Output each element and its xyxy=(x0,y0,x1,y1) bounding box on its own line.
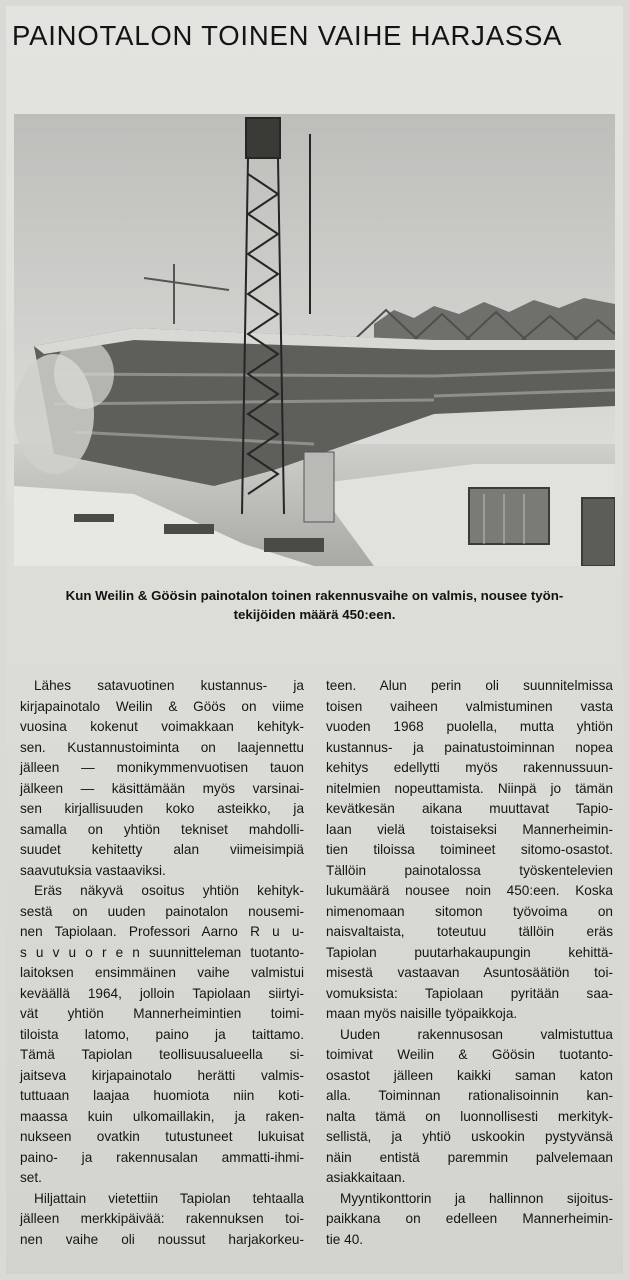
body-text-line: jälkeen — käsittämään myös varsinai- xyxy=(20,780,304,796)
body-text-line: kirjapainotalo Weilin & Göös on viime xyxy=(20,698,304,714)
body-text-line: sestä on uuden painotalon nousemi- xyxy=(20,903,304,919)
body-text-line: nukseen ovatkin tutustuneet lukuisat xyxy=(20,1129,304,1144)
article-column-right xyxy=(326,676,613,1250)
body-text-line: maan myös naisille työpaikkoja. xyxy=(326,1006,518,1021)
body-text-line: suudet kehitetty alan viimeisimpiä xyxy=(20,842,304,857)
body-text-line: Tapiolan puutarhakaupungin kehittä- xyxy=(326,944,613,960)
body-text-line: jälleen — monikymmenvuotisen tauon xyxy=(20,760,304,775)
body-text-line: nalta tämä on luonnollisesti merkityk- xyxy=(326,1108,613,1124)
body-text-line: toisen vaiheen valmistuminen vasta xyxy=(326,698,613,714)
body-text-line: nen vaihe oli noussut harjakorkeu- xyxy=(20,1231,304,1247)
body-text-line: lukumäärä nousee noin 450:een. Koska xyxy=(326,883,613,898)
construction-photo xyxy=(14,114,615,566)
body-text-line: asiakkaitaan. xyxy=(326,1170,406,1185)
body-text-line: samalla on yhtiön tekniset mahdolli- xyxy=(20,821,304,837)
body-text-line: Lähes satavuotinen kustannus- ja xyxy=(34,678,304,693)
body-text-line: vuosina kokenut voimakkaan kehityk- xyxy=(20,719,304,734)
body-text-line: keväällä 1964, jolloin Tapiolaan siirtyi- xyxy=(20,985,304,1001)
body-text-line: laan vielä toistaiseksi Mannerheimin- xyxy=(326,821,613,837)
body-text-line: sellistä, ja yhtiö uskookin pystyvänsä xyxy=(326,1129,613,1144)
body-text-line: kustannus- ja painatustoiminnan nopea xyxy=(326,739,613,755)
body-text-line: kehitys edellytti myös rakennussuun- xyxy=(326,760,613,775)
body-text-line: Myyntikonttorin ja hallinnon sijoitus- xyxy=(340,1190,613,1206)
body-text-line: s u v u o r e n suunnitteleman tuotanto- xyxy=(20,944,304,960)
caption-line: tekijöiden määrä 450:een. xyxy=(233,607,396,622)
body-text-line: laitoksen ensimmäinen vaihe valmistui xyxy=(20,965,304,980)
body-text-line: vät yhtiön Mannerheimintien toimi- xyxy=(20,1006,304,1021)
body-text-line: alla. Toiminnan rationalisoinnin kan- xyxy=(326,1088,613,1103)
body-text-line: nimenomaan sitomon työvoima on xyxy=(326,903,613,919)
body-text-line: vomuksista: Tapiolaan pyritään saa- xyxy=(326,985,613,1001)
body-text-line: saavutuksia vastaaviksi. xyxy=(20,862,166,878)
body-text-line: tien tiloissa toimineet sitomo-osastot. xyxy=(326,842,613,857)
body-text-line: paino- ja rakennusalan ammatti-ihmi- xyxy=(20,1149,304,1165)
caption-line: Kun Weilin & Göösin painotalon toinen rakennusvaihe on valmis, nousee työn- xyxy=(65,588,564,603)
body-text-line: set. xyxy=(20,1170,42,1185)
body-text-line: toimivat Weilin & Göösin tuotanto- xyxy=(326,1047,613,1062)
article-headline: PAINOTALON TOINEN VAIHE HARJASSA xyxy=(12,20,563,51)
body-text-line: jälleen merkkipäivää: rakennuksen toi- xyxy=(20,1211,304,1226)
body-text-line: näin entistä paremmin palvelemaan xyxy=(326,1149,613,1165)
body-text-line: tiloista latomo, paino ja taittamo. xyxy=(20,1026,304,1042)
body-text-line: Tämä Tapiolan teollisuusalueella si- xyxy=(20,1047,304,1062)
body-text-line: tie 40. xyxy=(326,1231,364,1247)
body-text-line: naisvaltaista, toteutuu tällöin eräs xyxy=(326,924,613,939)
body-text-line: vuoden 1968 puolella, mutta yhtiön xyxy=(326,719,613,734)
body-text-line: sen. Kustannustoiminta on laajennettu xyxy=(20,739,304,755)
body-text-line: Hiljattain vietettiin Tapiolan tehtaalla xyxy=(34,1190,304,1206)
photo-caption xyxy=(14,586,615,624)
body-text-line: paikkana on edelleen Mannerheimin- xyxy=(326,1211,613,1226)
body-text-line: misestä vastaavan Asuntosäätiön toi- xyxy=(326,965,613,980)
body-text-line: Eräs näkyvä osoitus yhtiön kehityk- xyxy=(34,883,304,898)
body-text-line: kevätkesän aikana muuttavat Tapio- xyxy=(326,801,613,816)
body-text-line: Uuden rakennusosan valmistuttua xyxy=(340,1026,613,1042)
body-text-line: jaitseva kirjapainotalo herätti valmis- xyxy=(20,1067,304,1083)
body-text-line: teen. Alun perin oli suunnitelmissa xyxy=(326,678,613,693)
body-text-line: tuttuaan laajaa huomiota niin koti- xyxy=(20,1088,304,1103)
body-text-line: sen kirjallisuuden koko asteikko, ja xyxy=(20,801,304,816)
article-column-left xyxy=(20,676,304,1250)
body-text-line: nitelmien nopeuttamista. Niinpä jo tämän xyxy=(326,780,613,796)
construction-photo-drawing xyxy=(14,114,615,566)
body-text-line: Tällöin painotalossa työskentelevien xyxy=(326,862,613,878)
body-text-line: nen Tapiolaan. Professori Aarno R u u- xyxy=(20,924,304,939)
body-text-line: osastot jälleen kaikki saman katon xyxy=(326,1067,613,1083)
body-text-line: maassa kuin ulkomaillakin, ja raken- xyxy=(20,1108,304,1124)
